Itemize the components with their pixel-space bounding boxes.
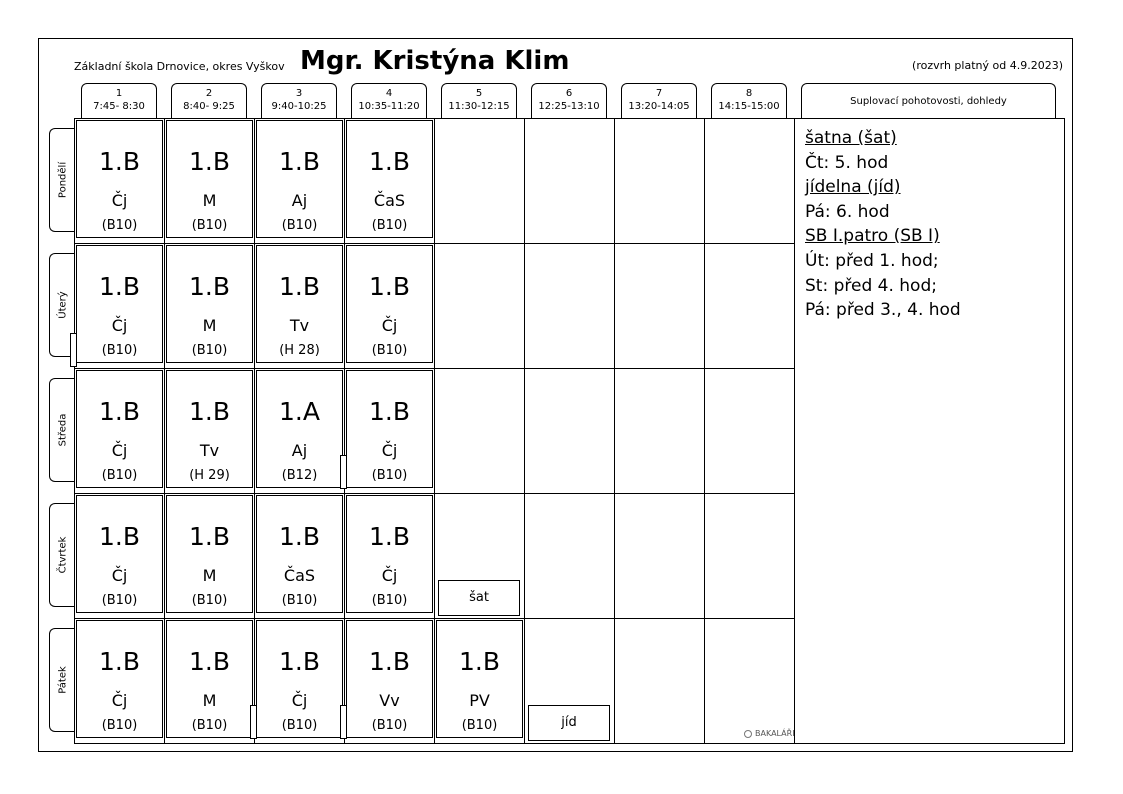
lesson-cell: 1.B M (B10) <box>166 620 253 738</box>
supervision-marker <box>250 705 257 739</box>
bakalari-logo-icon <box>744 730 752 738</box>
lesson-cell: 1.B Tv (H 29) <box>166 370 253 488</box>
period-header-4: 4 10:35-11:20 <box>351 83 427 118</box>
grid-line <box>74 618 794 619</box>
lesson-cell: 1.B Čj (B10) <box>346 245 433 363</box>
period-header-3: 3 9:40-10:25 <box>261 83 337 118</box>
period-header-7: 7 13:20-14:05 <box>621 83 697 118</box>
duty-time: Pá: 6. hod <box>805 201 890 222</box>
lesson-cell: 1.B Tv (H 28) <box>256 245 343 363</box>
duty-place-canteen: jídelna (jíd) <box>805 177 901 198</box>
period-header-5: 5 11:30-12:15 <box>441 83 517 118</box>
lesson-cell: 1.B M (B10) <box>166 120 253 238</box>
duty-time: Út: před 1. hod; <box>805 250 939 271</box>
grid-line <box>254 118 255 744</box>
lesson-cell: 1.B M (B10) <box>166 245 253 363</box>
supervision-header: Suplovací pohotovosti, dohledy <box>801 83 1056 118</box>
grid-line <box>344 118 345 744</box>
duty-time: St: před 4. hod; <box>805 275 937 296</box>
duty-badge-canteen: jíd <box>528 705 610 741</box>
duty-time: Pá: před 3., 4. hod <box>805 300 961 321</box>
grid-line <box>704 118 705 744</box>
lesson-cell: 1.B Čj (B10) <box>76 620 163 738</box>
supervision-marker <box>70 333 77 367</box>
lesson-cell: 1.B Čj (B10) <box>76 120 163 238</box>
duty-time: Čt: 5. hod <box>805 152 889 173</box>
supervision-marker <box>340 705 347 739</box>
day-tab-friday: Pátek <box>49 628 75 732</box>
lesson-cell: 1.B ČaS (B10) <box>256 495 343 613</box>
grid-line <box>74 243 794 244</box>
day-tab-monday: Pondělí <box>49 128 75 232</box>
school-name: Základní škola Drnovice, okres Vyškov <box>74 60 285 73</box>
grid-line <box>794 118 795 744</box>
valid-from: (rozvrh platný od 4.9.2023) <box>912 59 1063 72</box>
lesson-cell: 1.B Čj (B10) <box>346 370 433 488</box>
day-tab-thursday: Čtvrtek <box>49 503 75 607</box>
lesson-cell: 1.B M (B10) <box>166 495 253 613</box>
period-header-6: 6 12:25-13:10 <box>531 83 607 118</box>
duty-place-sb: SB I.patro (SB I) <box>805 226 940 247</box>
lesson-cell: 1.B Čj (B10) <box>346 495 433 613</box>
grid-line <box>74 368 794 369</box>
grid-line <box>524 118 525 744</box>
supervision-marker <box>340 455 347 489</box>
teacher-name: Mgr. Kristýna Klim <box>300 46 570 76</box>
supervision-panel <box>805 126 1055 323</box>
lesson-cell: 1.B Vv (B10) <box>346 620 433 738</box>
grid-line <box>164 118 165 744</box>
period-header-1: 1 7:45- 8:30 <box>81 83 157 118</box>
bakalari-logo: BAKALÁŘI <box>744 729 795 738</box>
grid-line <box>74 493 794 494</box>
lesson-cell: 1.B PV (B10) <box>436 620 523 738</box>
lesson-cell: 1.B Čj (B10) <box>76 370 163 488</box>
lesson-cell: 1.A Aj (B12) <box>256 370 343 488</box>
lesson-cell: 1.B Čj (B10) <box>76 495 163 613</box>
period-header-8: 8 14:15-15:00 <box>711 83 787 118</box>
period-header-2: 2 8:40- 9:25 <box>171 83 247 118</box>
duty-place-cloakroom: šatna (šat) <box>805 128 897 148</box>
duty-badge-cloakroom: šat <box>438 580 520 616</box>
lesson-cell: 1.B Čj (B10) <box>76 245 163 363</box>
lesson-cell: 1.B ČaS (B10) <box>346 120 433 238</box>
lesson-cell: 1.B Čj (B10) <box>256 620 343 738</box>
grid-line <box>434 118 435 744</box>
grid-line <box>614 118 615 744</box>
day-tab-wednesday: Středa <box>49 378 75 482</box>
day-tab-tuesday: Úterý <box>49 253 75 357</box>
lesson-cell: 1.B Aj (B10) <box>256 120 343 238</box>
